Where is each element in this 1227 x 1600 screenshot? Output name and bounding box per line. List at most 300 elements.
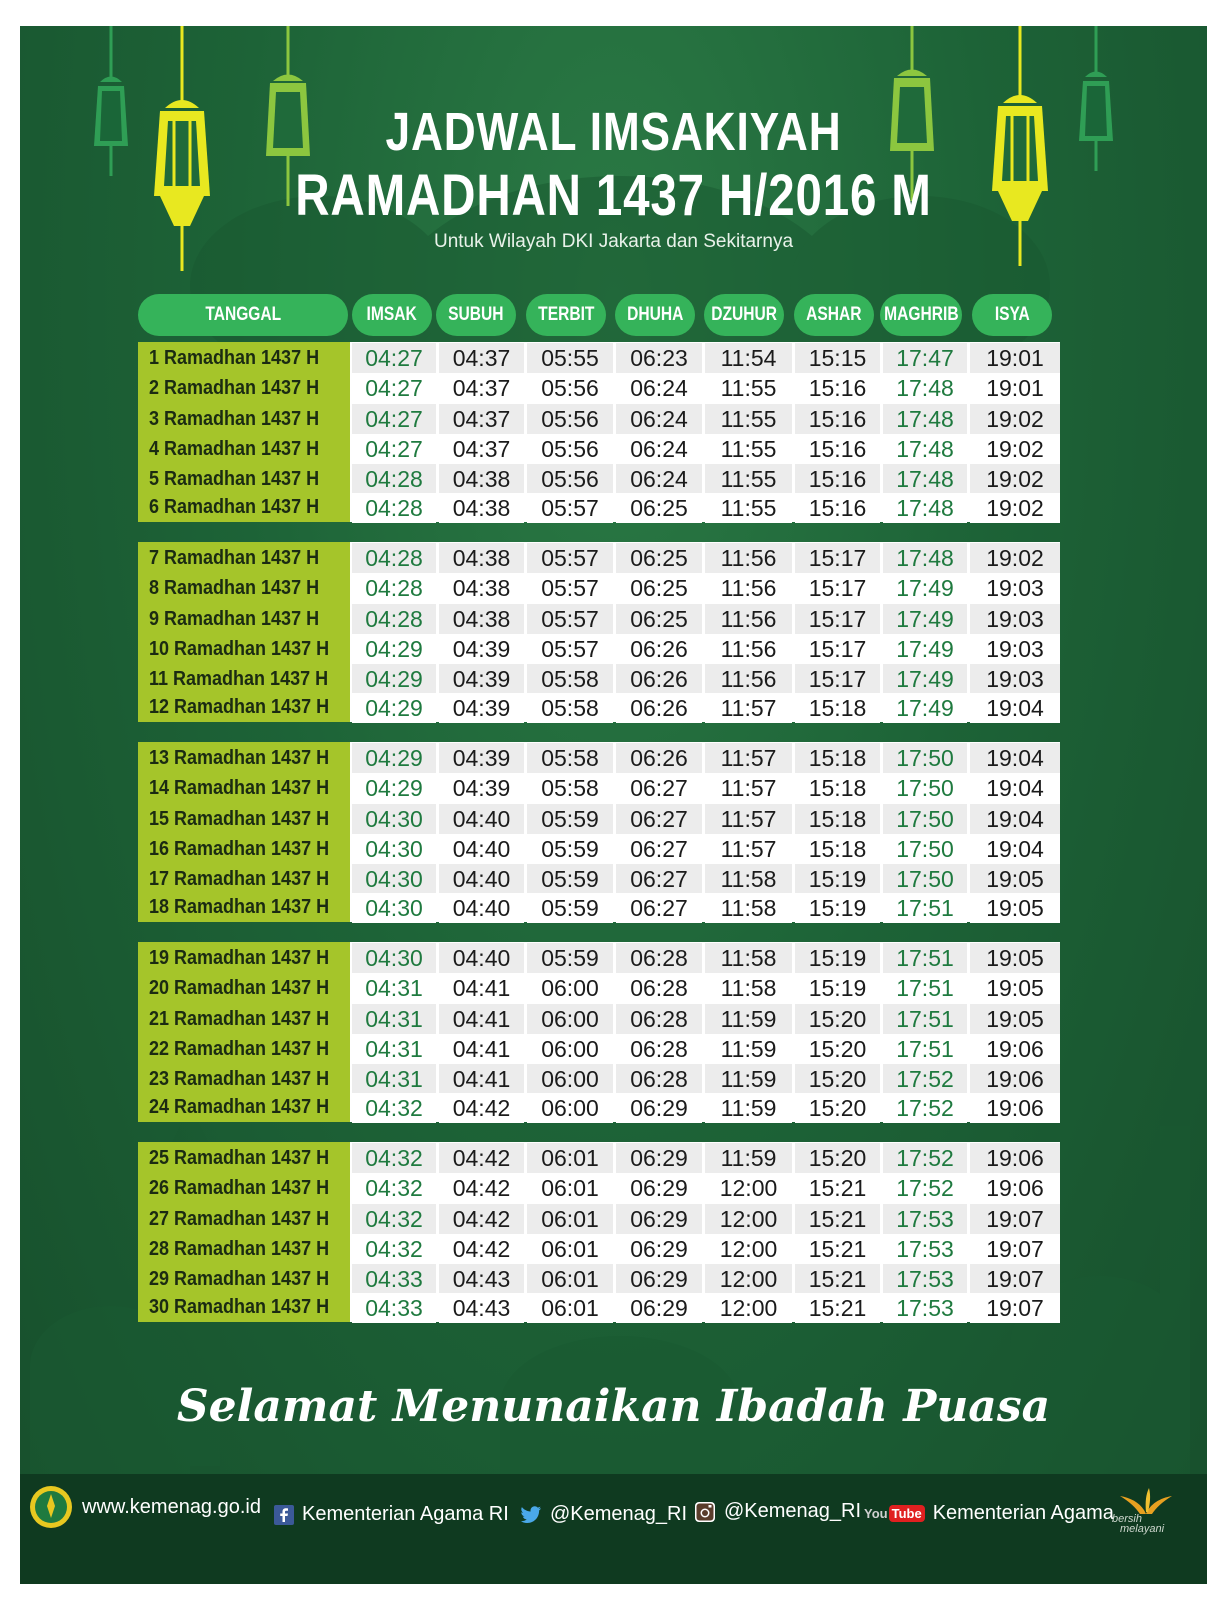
time-cell-ashar: 15:16: [795, 434, 880, 464]
date-cell: 12 Ramadhan 1437 H: [138, 693, 350, 722]
time-cell-imsak: 04:30: [352, 834, 436, 864]
time-cell-terbit: 05:57: [527, 604, 613, 634]
time-cell-maghrib: 17:51: [883, 893, 967, 923]
time-cell-dhuha: 06:23: [616, 343, 702, 373]
time-cell-imsak: 04:29: [352, 664, 436, 694]
date-cell: 2 Ramadhan 1437 H: [138, 373, 350, 403]
footer-website[interactable]: [28, 1484, 261, 1530]
time-cell-dzuhur: 11:55: [705, 434, 792, 464]
time-cell-dzuhur: 11:55: [705, 493, 792, 523]
time-cell-subuh: 04:39: [439, 634, 524, 664]
header-imsak: IMSAK: [352, 294, 432, 336]
header-subuh: SUBUH: [436, 294, 516, 336]
time-cell-isya: 19:03: [970, 634, 1060, 664]
time-cell-maghrib: 17:47: [883, 343, 967, 373]
time-cell-imsak: 04:31: [352, 1034, 436, 1064]
date-cell: 18 Ramadhan 1437 H: [138, 893, 350, 922]
time-cell-subuh: 04:43: [439, 1264, 524, 1294]
time-cell-dzuhur: 11:55: [705, 404, 792, 434]
time-cell-subuh: 04:42: [439, 1143, 524, 1173]
table-row: [138, 1173, 1060, 1203]
time-cell-maghrib: 17:49: [883, 573, 967, 603]
header-maghrib: MAGHRIB: [880, 294, 962, 336]
time-cell-subuh: 04:39: [439, 693, 524, 723]
time-cell-terbit: 06:01: [527, 1234, 613, 1264]
date-cell: 23 Ramadhan 1437 H: [138, 1064, 350, 1094]
date-cell: 10 Ramadhan 1437 H: [138, 634, 350, 664]
date-cell: 14 Ramadhan 1437 H: [138, 773, 350, 803]
time-cell-imsak: 04:29: [352, 773, 436, 803]
time-cell-imsak: 04:28: [352, 464, 436, 494]
table-row: [138, 1234, 1060, 1264]
time-cell-maghrib: 17:53: [883, 1204, 967, 1234]
time-cell-subuh: 04:38: [439, 464, 524, 494]
time-cell-imsak: 04:31: [352, 973, 436, 1003]
time-cell-dzuhur: 11:55: [705, 373, 792, 403]
date-cell: 11 Ramadhan 1437 H: [138, 664, 350, 694]
footer-twitter[interactable]: [520, 1503, 687, 1526]
time-cell-terbit: 05:56: [527, 373, 613, 403]
time-cell-dhuha: 06:25: [616, 573, 702, 603]
date-cell: 29 Ramadhan 1437 H: [138, 1264, 350, 1294]
time-cell-isya: 19:06: [970, 1064, 1060, 1094]
time-cell-dzuhur: 11:56: [705, 573, 792, 603]
time-cell-ashar: 15:20: [795, 1143, 880, 1173]
time-cell-dhuha: 06:26: [616, 743, 702, 773]
time-cell-terbit: 06:01: [527, 1204, 613, 1234]
time-cell-ashar: 15:19: [795, 893, 880, 923]
table-row: [138, 834, 1060, 864]
time-cell-dzuhur: 11:59: [705, 1034, 792, 1064]
table-row: [138, 1264, 1060, 1294]
time-cell-imsak: 04:33: [352, 1293, 436, 1323]
time-cell-imsak: 04:30: [352, 804, 436, 834]
time-cell-dhuha: 06:28: [616, 1064, 702, 1094]
time-cell-ashar: 15:18: [795, 773, 880, 803]
time-cell-ashar: 15:17: [795, 573, 880, 603]
time-cell-imsak: 04:31: [352, 1004, 436, 1034]
date-cell: 21 Ramadhan 1437 H: [138, 1004, 350, 1034]
time-cell-isya: 19:07: [970, 1264, 1060, 1294]
time-cell-dhuha: 06:28: [616, 1004, 702, 1034]
time-cell-ashar: 15:18: [795, 743, 880, 773]
time-cell-terbit: 05:59: [527, 864, 613, 894]
time-cell-dzuhur: 11:56: [705, 634, 792, 664]
time-cell-dzuhur: 11:59: [705, 1064, 792, 1094]
table-row: [138, 664, 1060, 694]
date-cell: 22 Ramadhan 1437 H: [138, 1034, 350, 1064]
time-cell-imsak: 04:28: [352, 604, 436, 634]
time-cell-maghrib: 17:50: [883, 834, 967, 864]
time-cell-isya: 19:04: [970, 834, 1060, 864]
time-cell-ashar: 15:17: [795, 634, 880, 664]
time-cell-dzuhur: 12:00: [705, 1173, 792, 1203]
time-cell-dhuha: 06:29: [616, 1234, 702, 1264]
time-cell-maghrib: 17:48: [883, 543, 967, 573]
time-cell-dhuha: 06:29: [616, 1293, 702, 1323]
time-cell-subuh: 04:40: [439, 834, 524, 864]
time-cell-isya: 19:01: [970, 373, 1060, 403]
time-cell-isya: 19:03: [970, 664, 1060, 694]
time-cell-isya: 19:06: [970, 1173, 1060, 1203]
table-row: [138, 464, 1060, 494]
time-cell-terbit: 06:01: [527, 1293, 613, 1323]
time-cell-maghrib: 17:48: [883, 493, 967, 523]
date-cell: 19 Ramadhan 1437 H: [138, 943, 350, 973]
time-cell-subuh: 04:42: [439, 1204, 524, 1234]
time-cell-imsak: 04:27: [352, 373, 436, 403]
date-cell: 17 Ramadhan 1437 H: [138, 864, 350, 894]
header-dzuhur: DZUHUR: [704, 294, 784, 336]
date-cell: 16 Ramadhan 1437 H: [138, 834, 350, 864]
instagram-icon: [694, 1501, 716, 1523]
footer-youtube-text: Kementerian Agama: [932, 1502, 1114, 1524]
time-cell-ashar: 15:20: [795, 1004, 880, 1034]
time-cell-ashar: 15:19: [795, 864, 880, 894]
time-cell-terbit: 05:59: [527, 804, 613, 834]
table-row: [138, 373, 1060, 403]
time-cell-dzuhur: 11:56: [705, 604, 792, 634]
time-cell-imsak: 04:30: [352, 864, 436, 894]
time-cell-ashar: 15:19: [795, 973, 880, 1003]
time-cell-terbit: 05:59: [527, 834, 613, 864]
time-cell-isya: 19:04: [970, 743, 1060, 773]
table-group: [138, 742, 1060, 922]
time-cell-dzuhur: 11:55: [705, 464, 792, 494]
time-cell-isya: 19:02: [970, 543, 1060, 573]
subtitle: Untuk Wilayah DKI Jakarta dan Sekitarnya: [433, 231, 794, 252]
table-row: [138, 693, 1060, 723]
table-header: [138, 294, 1058, 336]
date-cell: 30 Ramadhan 1437 H: [138, 1293, 350, 1322]
time-cell-maghrib: 17:52: [883, 1093, 967, 1123]
time-cell-dhuha: 06:26: [616, 693, 702, 723]
time-cell-subuh: 04:40: [439, 864, 524, 894]
time-cell-dzuhur: 12:00: [705, 1264, 792, 1294]
time-cell-ashar: 15:16: [795, 493, 880, 523]
time-cell-dhuha: 06:24: [616, 464, 702, 494]
time-cell-dzuhur: 11:58: [705, 893, 792, 923]
time-cell-imsak: 04:31: [352, 1064, 436, 1094]
time-cell-terbit: 05:57: [527, 634, 613, 664]
time-cell-subuh: 04:37: [439, 434, 524, 464]
time-cell-isya: 19:06: [970, 1143, 1060, 1173]
time-cell-subuh: 04:39: [439, 743, 524, 773]
time-cell-dhuha: 06:24: [616, 373, 702, 403]
time-cell-imsak: 04:32: [352, 1204, 436, 1234]
time-cell-ashar: 15:18: [795, 693, 880, 723]
footer-twitter-text: @Kemenag_RI: [550, 1503, 688, 1525]
date-cell: 8 Ramadhan 1437 H: [138, 573, 350, 603]
time-cell-maghrib: 17:51: [883, 973, 967, 1003]
date-cell: 20 Ramadhan 1437 H: [138, 973, 350, 1003]
time-cell-maghrib: 17:49: [883, 693, 967, 723]
time-cell-dhuha: 06:25: [616, 493, 702, 523]
time-cell-maghrib: 17:49: [883, 634, 967, 664]
time-cell-dzuhur: 11:58: [705, 864, 792, 894]
title-line-2: RAMADHAN 1437 H/2016 M: [295, 163, 932, 228]
time-cell-terbit: 06:01: [527, 1173, 613, 1203]
time-cell-subuh: 04:38: [439, 543, 524, 573]
table-row: [138, 804, 1060, 834]
table-row: [138, 343, 1060, 373]
time-cell-ashar: 15:20: [795, 1093, 880, 1123]
time-cell-maghrib: 17:52: [883, 1064, 967, 1094]
time-cell-dhuha: 06:29: [616, 1093, 702, 1123]
time-cell-imsak: 04:32: [352, 1143, 436, 1173]
time-cell-terbit: 05:57: [527, 543, 613, 573]
time-cell-dhuha: 06:24: [616, 404, 702, 434]
time-cell-ashar: 15:20: [795, 1034, 880, 1064]
time-cell-dzuhur: 11:57: [705, 773, 792, 803]
time-cell-dzuhur: 11:59: [705, 1143, 792, 1173]
time-cell-imsak: 04:28: [352, 543, 436, 573]
date-cell: 5 Ramadhan 1437 H: [138, 464, 350, 494]
time-cell-maghrib: 17:53: [883, 1293, 967, 1323]
time-cell-subuh: 04:40: [439, 893, 524, 923]
time-cell-terbit: 06:00: [527, 1064, 613, 1094]
time-cell-dhuha: 06:25: [616, 543, 702, 573]
greeting: Selamat Menunaikan Ibadah Puasa: [176, 1381, 1051, 1432]
time-cell-ashar: 15:16: [795, 404, 880, 434]
time-cell-imsak: 04:29: [352, 743, 436, 773]
time-cell-dzuhur: 11:59: [705, 1004, 792, 1034]
time-cell-ashar: 15:16: [795, 373, 880, 403]
time-cell-dzuhur: 12:00: [705, 1234, 792, 1264]
facebook-icon: [274, 1505, 294, 1525]
time-cell-ashar: 15:21: [795, 1173, 880, 1203]
time-cell-terbit: 06:00: [527, 973, 613, 1003]
time-cell-maghrib: 17:49: [883, 604, 967, 634]
time-cell-imsak: 04:32: [352, 1173, 436, 1203]
table-group: [138, 1142, 1060, 1322]
time-cell-dzuhur: 11:57: [705, 693, 792, 723]
time-cell-maghrib: 17:48: [883, 373, 967, 403]
time-cell-dhuha: 06:29: [616, 1204, 702, 1234]
time-cell-imsak: 04:29: [352, 693, 436, 723]
time-cell-subuh: 04:40: [439, 804, 524, 834]
time-cell-imsak: 04:27: [352, 404, 436, 434]
footer-website-text: www.kemenag.go.id: [82, 1495, 261, 1518]
time-cell-dhuha: 06:29: [616, 1264, 702, 1294]
time-cell-terbit: 05:56: [527, 434, 613, 464]
time-cell-subuh: 04:41: [439, 1004, 524, 1034]
time-cell-subuh: 04:37: [439, 404, 524, 434]
time-cell-dhuha: 06:29: [616, 1143, 702, 1173]
date-cell: 3 Ramadhan 1437 H: [138, 404, 350, 434]
time-cell-isya: 19:07: [970, 1234, 1060, 1264]
time-cell-isya: 19:05: [970, 893, 1060, 923]
date-cell: 25 Ramadhan 1437 H: [138, 1143, 350, 1173]
table-row: [138, 864, 1060, 894]
time-cell-terbit: 05:56: [527, 404, 613, 434]
date-cell: 4 Ramadhan 1437 H: [138, 434, 350, 464]
time-cell-terbit: 05:58: [527, 664, 613, 694]
time-cell-terbit: 05:57: [527, 573, 613, 603]
time-cell-maghrib: 17:49: [883, 664, 967, 694]
time-cell-subuh: 04:42: [439, 1173, 524, 1203]
time-cell-maghrib: 17:50: [883, 743, 967, 773]
time-cell-imsak: 04:32: [352, 1093, 436, 1123]
time-cell-dhuha: 06:28: [616, 943, 702, 973]
header-tanggal: TANGGAL: [138, 294, 348, 336]
table-row: [138, 543, 1060, 573]
time-cell-dhuha: 06:27: [616, 773, 702, 803]
table-row: [138, 1034, 1060, 1064]
time-cell-terbit: 06:00: [527, 1034, 613, 1064]
date-cell: 7 Ramadhan 1437 H: [138, 543, 350, 573]
title-block: [20, 101, 1207, 253]
youtube-icon: You Tube: [864, 1505, 925, 1522]
table-row: [138, 773, 1060, 803]
footer-youtube[interactable]: [864, 1502, 1114, 1525]
time-cell-subuh: 04:42: [439, 1093, 524, 1123]
time-cell-maghrib: 17:52: [883, 1143, 967, 1173]
time-cell-maghrib: 17:48: [883, 404, 967, 434]
date-cell: 9 Ramadhan 1437 H: [138, 604, 350, 634]
time-cell-isya: 19:06: [970, 1093, 1060, 1123]
title-line-1: JADWAL IMSAKIYAH: [385, 102, 842, 162]
date-cell: 26 Ramadhan 1437 H: [138, 1173, 350, 1203]
time-cell-maghrib: 17:53: [883, 1264, 967, 1294]
table-group: [138, 342, 1060, 522]
time-cell-dzuhur: 12:00: [705, 1293, 792, 1323]
header-dhuha: DHUHA: [615, 294, 695, 336]
time-cell-isya: 19:07: [970, 1204, 1060, 1234]
date-cell: 28 Ramadhan 1437 H: [138, 1234, 350, 1264]
time-cell-subuh: 04:43: [439, 1293, 524, 1323]
time-cell-ashar: 15:17: [795, 604, 880, 634]
time-cell-isya: 19:02: [970, 493, 1060, 523]
time-cell-terbit: 05:59: [527, 893, 613, 923]
header-terbit: TERBIT: [526, 294, 606, 336]
time-cell-imsak: 04:28: [352, 573, 436, 603]
time-cell-ashar: 15:19: [795, 943, 880, 973]
table-row: [138, 943, 1060, 973]
time-cell-ashar: 15:21: [795, 1234, 880, 1264]
table-group: [138, 542, 1060, 722]
time-cell-dzuhur: 11:56: [705, 664, 792, 694]
time-cell-dzuhur: 11:59: [705, 1093, 792, 1123]
time-cell-maghrib: 17:50: [883, 773, 967, 803]
time-cell-imsak: 04:27: [352, 434, 436, 464]
time-cell-dhuha: 06:27: [616, 893, 702, 923]
time-cell-terbit: 05:58: [527, 693, 613, 723]
time-cell-imsak: 04:30: [352, 893, 436, 923]
time-cell-isya: 19:02: [970, 434, 1060, 464]
time-cell-maghrib: 17:50: [883, 864, 967, 894]
time-cell-dhuha: 06:25: [616, 604, 702, 634]
time-cell-imsak: 04:30: [352, 943, 436, 973]
table-row: [138, 1064, 1060, 1094]
time-cell-terbit: 05:58: [527, 743, 613, 773]
time-cell-dzuhur: 11:58: [705, 943, 792, 973]
time-cell-subuh: 04:39: [439, 664, 524, 694]
time-cell-dhuha: 06:27: [616, 864, 702, 894]
time-cell-ashar: 15:21: [795, 1264, 880, 1294]
table-row: [138, 1204, 1060, 1234]
time-cell-maghrib: 17:53: [883, 1234, 967, 1264]
time-cell-ashar: 15:15: [795, 343, 880, 373]
time-cell-dhuha: 06:27: [616, 804, 702, 834]
time-cell-terbit: 06:01: [527, 1143, 613, 1173]
time-cell-imsak: 04:32: [352, 1234, 436, 1264]
date-cell: 24 Ramadhan 1437 H: [138, 1093, 350, 1122]
bersih-melayani-logo: bersih melayani: [1112, 1486, 1182, 1538]
footer-instagram-text: @Kemenag_RI: [724, 1500, 862, 1522]
time-cell-dzuhur: 12:00: [705, 1204, 792, 1234]
time-cell-maghrib: 17:48: [883, 464, 967, 494]
time-cell-terbit: 06:01: [527, 1264, 613, 1294]
time-cell-isya: 19:04: [970, 804, 1060, 834]
table-row: [138, 404, 1060, 434]
time-cell-maghrib: 17:51: [883, 1034, 967, 1064]
time-cell-terbit: 05:56: [527, 464, 613, 494]
time-cell-dzuhur: 11:54: [705, 343, 792, 373]
time-cell-subuh: 04:41: [439, 1064, 524, 1094]
time-cell-ashar: 15:21: [795, 1204, 880, 1234]
time-cell-imsak: 04:27: [352, 343, 436, 373]
time-cell-maghrib: 17:52: [883, 1173, 967, 1203]
time-cell-dhuha: 06:28: [616, 1034, 702, 1064]
time-cell-subuh: 04:41: [439, 1034, 524, 1064]
time-cell-isya: 19:05: [970, 1004, 1060, 1034]
time-cell-terbit: 05:57: [527, 493, 613, 523]
poster: [20, 26, 1207, 1584]
time-cell-imsak: 04:33: [352, 1264, 436, 1294]
time-cell-ashar: 15:21: [795, 1293, 880, 1323]
time-cell-subuh: 04:41: [439, 973, 524, 1003]
table-row: [138, 634, 1060, 664]
time-cell-dhuha: 06:29: [616, 1173, 702, 1203]
time-cell-isya: 19:03: [970, 573, 1060, 603]
date-cell: 15 Ramadhan 1437 H: [138, 804, 350, 834]
time-cell-dhuha: 06:26: [616, 634, 702, 664]
header-isya: ISYA: [972, 294, 1052, 336]
time-cell-maghrib: 17:48: [883, 434, 967, 464]
time-cell-isya: 19:05: [970, 973, 1060, 1003]
time-cell-isya: 19:03: [970, 604, 1060, 634]
footer-facebook[interactable]: [274, 1503, 509, 1526]
time-cell-subuh: 04:37: [439, 343, 524, 373]
time-cell-subuh: 04:38: [439, 493, 524, 523]
time-cell-subuh: 04:40: [439, 943, 524, 973]
table-row: [138, 434, 1060, 464]
time-cell-imsak: 04:29: [352, 634, 436, 664]
time-cell-dzuhur: 11:58: [705, 973, 792, 1003]
time-cell-terbit: 05:55: [527, 343, 613, 373]
table-row: [138, 1293, 1060, 1323]
table-row: [138, 1093, 1060, 1123]
date-cell: 1 Ramadhan 1437 H: [138, 343, 350, 373]
footer-instagram[interactable]: [694, 1500, 861, 1523]
table-row: [138, 573, 1060, 603]
time-cell-subuh: 04:37: [439, 373, 524, 403]
table-row: [138, 743, 1060, 773]
time-cell-isya: 19:04: [970, 773, 1060, 803]
time-cell-isya: 19:01: [970, 343, 1060, 373]
time-cell-isya: 19:02: [970, 404, 1060, 434]
time-cell-isya: 19:07: [970, 1293, 1060, 1323]
time-cell-subuh: 04:38: [439, 573, 524, 603]
time-cell-isya: 19:02: [970, 464, 1060, 494]
time-cell-dzuhur: 11:57: [705, 804, 792, 834]
table-row: [138, 973, 1060, 1003]
table-row: [138, 893, 1060, 923]
table-group: [138, 942, 1060, 1122]
table-row: [138, 604, 1060, 634]
time-cell-isya: 19:05: [970, 943, 1060, 973]
